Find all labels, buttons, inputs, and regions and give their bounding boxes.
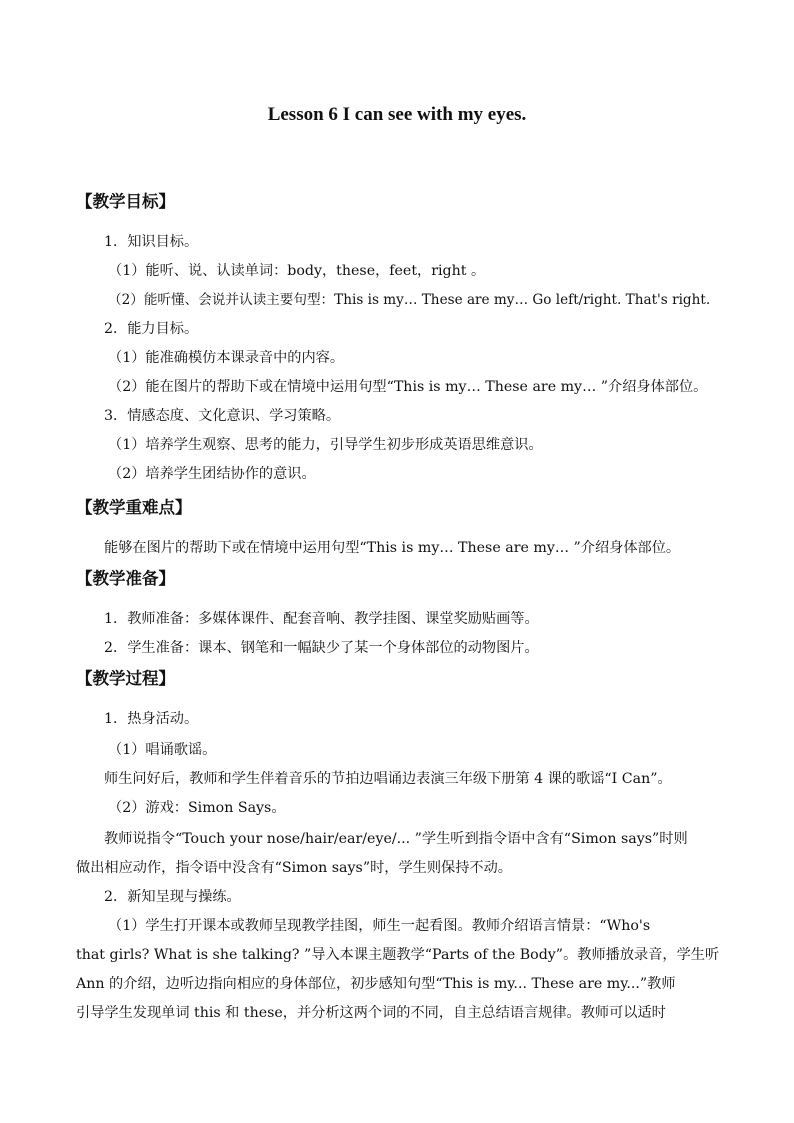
process-line: 2．新知呈现与操练。 <box>104 889 241 905</box>
objective-line: （1）能听、说、认读单词：body，these，feet，right 。 <box>108 263 486 279</box>
process-line: Ann 的介绍，边听边指向相应的身体部位，初步感知句型“This is my... These are my...”教师 <box>76 976 676 992</box>
process-line: （1）学生打开课本或教师呈现教学挂图，师生一起看图。教师介绍语言情景：“Who's <box>108 918 651 934</box>
objective-line: （2）能在图片的帮助下或在情境中运用句型“This is my… These are my… ”介绍身体部位。 <box>108 379 708 395</box>
key-point-line: 能够在图片的帮助下或在情境中运用句型“This is my… These are my… ”介绍身体部位。 <box>104 540 681 556</box>
lesson-title: Lesson 6 I can see with my eyes. <box>267 104 527 125</box>
objective-line: （1）培养学生观察、思考的能力，引导学生初步形成英语思维意识。 <box>108 437 543 453</box>
section-heading-objectives: 【教学目标】 <box>76 192 175 211</box>
objective-line: （2）能听懂、会说并认读主要句型：This is my… These are my… Go left/right. That's right. <box>108 292 711 308</box>
process-line: that girls? What is she talking? ”导入本课主题教学“Parts of the Body”。教师播放录音，学生听 <box>76 947 720 963</box>
objective-line: 1．知识目标。 <box>104 234 199 250</box>
process-line: 做出相应动作，指令语中没含有“Simon says”时，学生则保持不动。 <box>76 860 512 876</box>
objective-line: （2）培养学生团结协作的意识。 <box>108 466 316 482</box>
section-heading-preparation: 【教学准备】 <box>76 569 175 588</box>
preparation-line: 2．学生准备：课本、钢笔和一幅缺少了某一个身体部位的动物图片。 <box>104 640 539 656</box>
process-line: （2）游戏：Simon Says。 <box>108 800 286 816</box>
preparation-line: 1．教师准备：多媒体课件、配套音响、教学挂图、课堂奖励贴画等。 <box>104 611 539 627</box>
objective-line: 2．能力目标。 <box>104 321 199 337</box>
objective-line: （1）能准确模仿本课录音中的内容。 <box>108 350 345 366</box>
process-line: 引导学生发现单词 this 和 these，并分析这两个词的不同，自主总结语言规律。教师可以适时 <box>76 1005 666 1021</box>
section-heading-key-points: 【教学重难点】 <box>76 498 192 517</box>
process-line: 教师说指令“Touch your nose/hair/ear/eye/... ”学生听到指令语中含有“Simon says”时则 <box>104 831 688 847</box>
process-line: （1）唱诵歌谣。 <box>108 742 217 758</box>
section-heading-process: 【教学过程】 <box>76 669 175 688</box>
objective-line: 3．情感态度、文化意识、学习策略。 <box>104 408 341 424</box>
process-line: 1．热身活动。 <box>104 711 199 727</box>
process-line: 师生问好后，教师和学生伴着音乐的节拍边唱诵边表演三年级下册第 4 课的歌谣“I Can”。 <box>104 771 672 787</box>
